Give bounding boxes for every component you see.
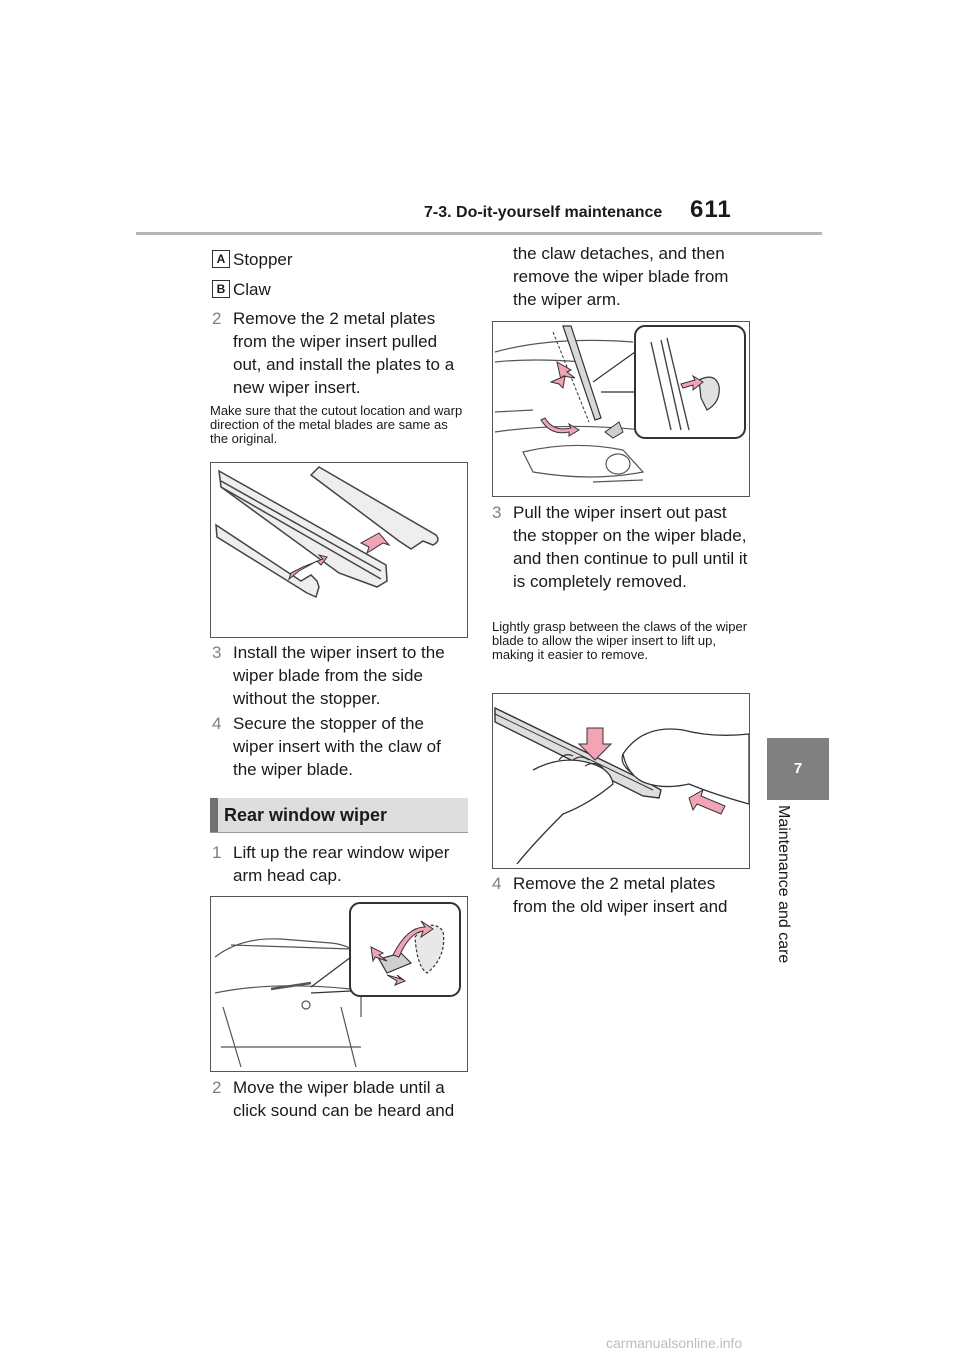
chapter-title: Maintenance and care: [775, 805, 792, 964]
figure-pull-insert: [492, 693, 750, 869]
wiper-arm-pivot: [605, 422, 623, 438]
section-title: 7-3. Do-it-yourself maintenance: [424, 204, 663, 221]
rear-step-2-continued: [492, 242, 750, 311]
watermark: carmanualsonline.info: [606, 1335, 743, 1351]
rear-camera-icon: [302, 1001, 310, 1009]
step-text: Pull the wiper insert out past the stopper on the wiper blade, and then continue to pull until it is completely removed.: [513, 503, 748, 591]
rear-camera-icon: [606, 454, 630, 474]
callout-label-claw: Claw: [233, 280, 271, 299]
figure-metal-plates: [210, 462, 468, 638]
section-heading-bar: [210, 798, 468, 832]
note-cutout: Make sure that the cutout location and warp direction of the metal blades are same as the original.: [210, 403, 463, 446]
rear-step-4-remove-plates: [492, 872, 750, 918]
figure-remove-blade-drawing: [493, 322, 749, 496]
figure-remove-blade: [492, 321, 750, 497]
rear-window-top: [495, 340, 633, 352]
arrow-install-icon: [361, 533, 389, 553]
section-heading: Rear window wiper: [224, 805, 388, 825]
chapter-tab: [767, 738, 829, 800]
callout-box-b: B: [212, 280, 230, 298]
header-divider: [136, 232, 822, 235]
section-underline: [210, 832, 468, 833]
callout-box-a: A: [212, 250, 230, 268]
figure-head-cap: [210, 896, 468, 1072]
rear-step-1-lift-cap: [212, 841, 468, 887]
step-2-remove-plates: [212, 307, 468, 399]
chapter-side-label: [766, 805, 796, 985]
step-number: 2: [212, 1078, 222, 1097]
page-number: 611: [690, 196, 732, 223]
detail-inset: [350, 903, 460, 996]
step-3-install-insert: [212, 641, 468, 710]
figure-pull-insert-drawing: [493, 694, 749, 868]
note-grasp-claws: Lightly grasp between the claws of the wiper blade to allow the wiper insert to lift up, making it easier to remove.: [492, 619, 748, 662]
arrow-small-icon: [551, 376, 565, 388]
step-number: 3: [212, 643, 222, 662]
step-number: 3: [492, 503, 502, 522]
rear-step-2-move-blade: [212, 1076, 468, 1122]
step-text: Remove the 2 metal plates from the old wiper insert and: [513, 874, 728, 916]
rear-step-3-pull-insert: [492, 501, 750, 593]
wiper-insert: [219, 471, 387, 587]
figure-head-cap-drawing: [211, 897, 467, 1071]
step-number: 4: [212, 714, 222, 733]
step-text: Remove the 2 metal plates from the wiper insert pulled out, and install the plates to a new wiper insert.: [233, 309, 455, 397]
figure-metal-plates-drawing: [211, 463, 467, 637]
step-text: Install the wiper insert to the wiper blade from the side without the stopper.: [233, 643, 445, 708]
rear-window-top: [215, 939, 361, 957]
step-number: 4: [492, 874, 502, 893]
step-text: the claw detaches, and then remove the wiper blade from the wiper arm.: [513, 244, 729, 309]
step-text: Lift up the rear window wiper arm head cap.: [233, 843, 450, 885]
step-text: Move the wiper blade until a click sound can be heard and: [233, 1078, 455, 1120]
step-4-secure-stopper: [212, 712, 468, 781]
callout-label-stopper: Stopper: [233, 250, 293, 269]
step-number: 1: [212, 843, 222, 862]
chapter-number: 7: [793, 760, 803, 777]
step-text: Secure the stopper of the wiper insert with the claw of the wiper blade.: [233, 714, 441, 779]
step-number: 2: [212, 309, 222, 328]
hand-left: [517, 760, 613, 864]
